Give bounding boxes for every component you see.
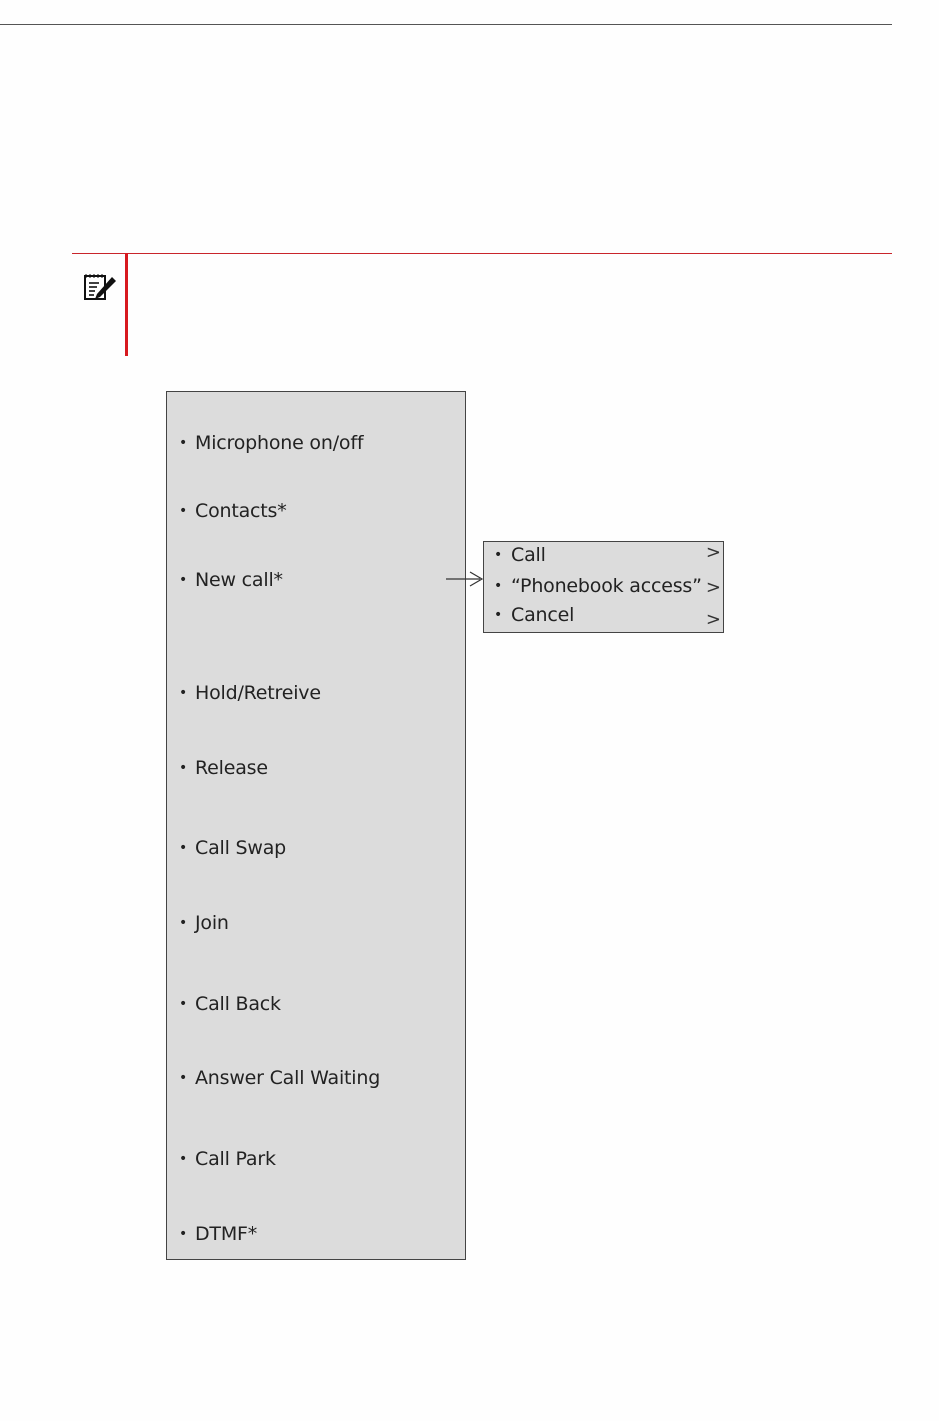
submenu-item-call[interactable]: [494, 543, 546, 567]
note-top-rule: [72, 253, 892, 254]
bullet: •: [179, 1226, 188, 1242]
menu-item-label: Release: [195, 757, 268, 779]
submenu-item-phonebook-access[interactable]: [494, 574, 702, 598]
menu-item-join[interactable]: [179, 911, 229, 935]
menu-item-contacts[interactable]: [179, 499, 287, 523]
bullet: •: [179, 760, 188, 776]
submenu-item-label: Cancel: [511, 604, 575, 626]
bullet: •: [494, 547, 503, 563]
bullet: •: [179, 1151, 188, 1167]
menu-item-label: Join: [195, 912, 229, 934]
menu-item-dtmf[interactable]: [179, 1222, 257, 1246]
bullet: •: [179, 996, 188, 1012]
menu-item-label: Answer Call Waiting: [195, 1067, 381, 1089]
submenu-item-label: “Phonebook access”: [511, 575, 702, 597]
menu-item-label: DTMF*: [195, 1223, 258, 1245]
bullet: •: [179, 1070, 188, 1086]
bullet: •: [494, 578, 503, 594]
header-rule: [0, 24, 892, 25]
menu-item-label: Hold/Retreive: [195, 682, 321, 704]
menu-item-hold-retrieve[interactable]: [179, 681, 321, 705]
menu-item-label: Call Swap: [195, 837, 287, 859]
new-call-submenu-panel: [483, 541, 724, 633]
main-menu-panel: [166, 391, 466, 1260]
bullet: •: [179, 435, 188, 451]
chevron-right-icon: >: [705, 577, 721, 598]
menu-item-new-call[interactable]: [179, 568, 283, 592]
bullet: •: [494, 607, 503, 623]
menu-item-label: Contacts*: [195, 500, 287, 522]
bullet: •: [179, 503, 188, 519]
menu-item-call-swap[interactable]: [179, 836, 286, 860]
note-accent-bar: [125, 253, 128, 356]
menu-item-call-park[interactable]: [179, 1147, 276, 1171]
chevron-right-icon: >: [705, 609, 721, 630]
submenu-item-cancel[interactable]: [494, 603, 574, 627]
bullet: •: [179, 685, 188, 701]
menu-item-label: New call*: [195, 569, 283, 591]
menu-item-microphone[interactable]: [179, 431, 363, 455]
menu-item-release[interactable]: [179, 756, 268, 780]
menu-item-label: Microphone on/off: [195, 432, 364, 454]
bullet: •: [179, 915, 188, 931]
submenu-item-label: Call: [511, 544, 546, 566]
menu-item-answer-call-waiting[interactable]: [179, 1066, 380, 1090]
menu-item-call-back[interactable]: [179, 992, 281, 1016]
menu-item-label: Call Back: [195, 993, 281, 1015]
menu-item-label: Call Park: [195, 1148, 276, 1170]
submenu-arrow-icon: [446, 569, 486, 589]
bullet: •: [179, 572, 188, 588]
bullet: •: [179, 840, 188, 856]
chevron-right-icon: >: [705, 542, 721, 563]
note-edit-icon: [83, 272, 117, 302]
